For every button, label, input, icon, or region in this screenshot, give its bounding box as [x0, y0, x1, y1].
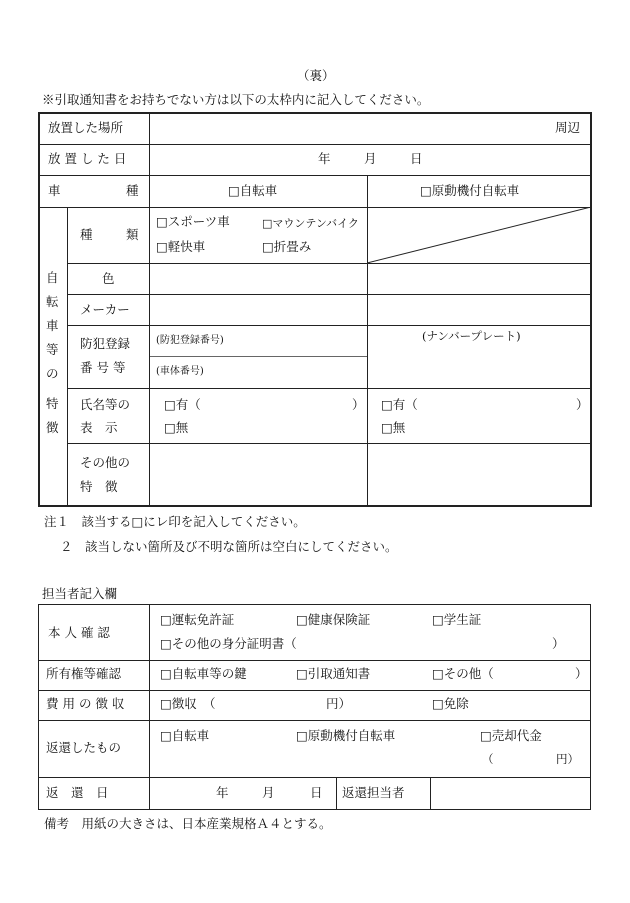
vehicle-label-b: 種	[126, 183, 139, 198]
type-label-a: 種	[80, 227, 93, 242]
other-features-field-right[interactable]	[369, 445, 588, 503]
fee-yen: 円）	[326, 696, 352, 711]
remark-text: 備考 用紙の大きさは、日本産業規格Ａ４とする。	[44, 816, 332, 831]
date-day: 日	[410, 151, 423, 166]
type-mtb-checkbox[interactable]: □マウンテンバイク	[262, 217, 359, 230]
maker-field[interactable]	[151, 296, 365, 324]
ret-sale-yen: 円）	[556, 752, 579, 766]
type-folding-checkbox[interactable]: □折畳み	[262, 239, 312, 254]
note-2: ２ 該当しない箇所及び不明な箇所は空白にしてください。	[60, 539, 398, 554]
ret-moped-checkbox[interactable]: □原動機付自転車	[296, 728, 396, 743]
other-features-field[interactable]	[151, 445, 365, 503]
page-side-label: （裏）	[297, 68, 335, 83]
type-label-b: 類	[126, 227, 139, 242]
date-label: 放 置 し た 日	[48, 151, 127, 166]
crime-reg-number-field[interactable]: (防犯登録番号)	[156, 335, 224, 346]
date-month: 月	[364, 151, 377, 166]
other-label-1: その他の	[80, 455, 131, 470]
id-student-checkbox[interactable]: □学生証	[432, 612, 482, 627]
fee-exempt-checkbox[interactable]: □免除	[432, 696, 469, 711]
note-1: 注１ 該当する□にレ印を記入してください。	[44, 514, 306, 529]
ret-sale-open: （	[482, 752, 494, 766]
staff-section-title: 担当者記入欄	[42, 586, 118, 601]
return-date-label: 返 還 日	[46, 785, 109, 800]
name-label-2: 表 示	[80, 420, 118, 435]
id-other-close: ）	[552, 636, 565, 651]
own-key-checkbox[interactable]: □自転車等の鍵	[160, 666, 247, 681]
name-left-no-checkbox[interactable]: □無	[164, 420, 189, 435]
returned-label: 返還したもの	[46, 740, 122, 755]
id-license-checkbox[interactable]: □運転免許証	[160, 612, 235, 627]
place-label: 放置した場所	[48, 120, 124, 135]
color-label: 色	[102, 271, 115, 286]
ret-sale-checkbox[interactable]: □売却代金	[480, 728, 542, 743]
date-field[interactable]	[151, 146, 589, 174]
own-other-close: ）	[575, 666, 588, 681]
vehicle-moped-checkbox[interactable]: □原動機付自転車	[420, 183, 520, 198]
place-suffix: 周辺	[555, 120, 581, 135]
return-date-day: 日	[310, 785, 323, 800]
type-sports-checkbox[interactable]: □スポーツ車	[156, 214, 230, 229]
own-notice-checkbox[interactable]: □引取通知書	[296, 666, 371, 681]
instruction-text: ※引取通知書をお持ちでない方は以下の太枠内に記入してください。	[42, 92, 430, 107]
other-label-2: 特 徴	[80, 479, 118, 494]
reg-label-2: 番 号 等	[80, 360, 126, 375]
maker-label: メーカー	[80, 302, 130, 317]
name-right-no-checkbox[interactable]: □無	[381, 420, 406, 435]
place-field[interactable]	[151, 114, 546, 143]
name-right-close: ）	[576, 397, 589, 412]
ownership-label: 所有権等確認	[46, 666, 122, 681]
name-right-yes-checkbox[interactable]: □有（	[381, 397, 418, 412]
ret-bicycle-checkbox[interactable]: □自転車	[160, 728, 210, 743]
return-person-label: 返還担当者	[342, 785, 405, 800]
name-label-1: 氏名等の	[80, 397, 131, 412]
reg-label-1: 防犯登録	[80, 336, 131, 351]
type-light-checkbox[interactable]: □軽快車	[156, 239, 206, 254]
return-date-year: 年	[216, 785, 229, 800]
name-left-close: ）	[352, 397, 365, 412]
fee-label: 費 用 の 徴 収	[46, 696, 125, 711]
license-plate-field[interactable]: (ナンバープレート)	[422, 329, 521, 343]
body-number-field[interactable]: (車体番号)	[156, 366, 204, 377]
vehicle-label-a: 車	[48, 183, 61, 198]
name-left-yes-checkbox[interactable]: □有（	[164, 397, 201, 412]
return-person-field[interactable]	[432, 779, 588, 807]
return-date-month: 月	[262, 785, 275, 800]
id-other-checkbox[interactable]: □その他の身分証明書（	[160, 636, 297, 651]
identity-label: 本 人 確 認	[48, 625, 110, 640]
color-field[interactable]	[151, 265, 365, 293]
id-insurance-checkbox[interactable]: □健康保険証	[296, 612, 371, 627]
diagonal-slash	[367, 207, 591, 263]
own-other-checkbox[interactable]: □その他（	[432, 666, 494, 681]
date-year: 年	[318, 151, 331, 166]
fee-collect-checkbox[interactable]: □徴収 （	[160, 696, 216, 711]
vehicle-bicycle-checkbox[interactable]: □自転車	[228, 183, 278, 198]
